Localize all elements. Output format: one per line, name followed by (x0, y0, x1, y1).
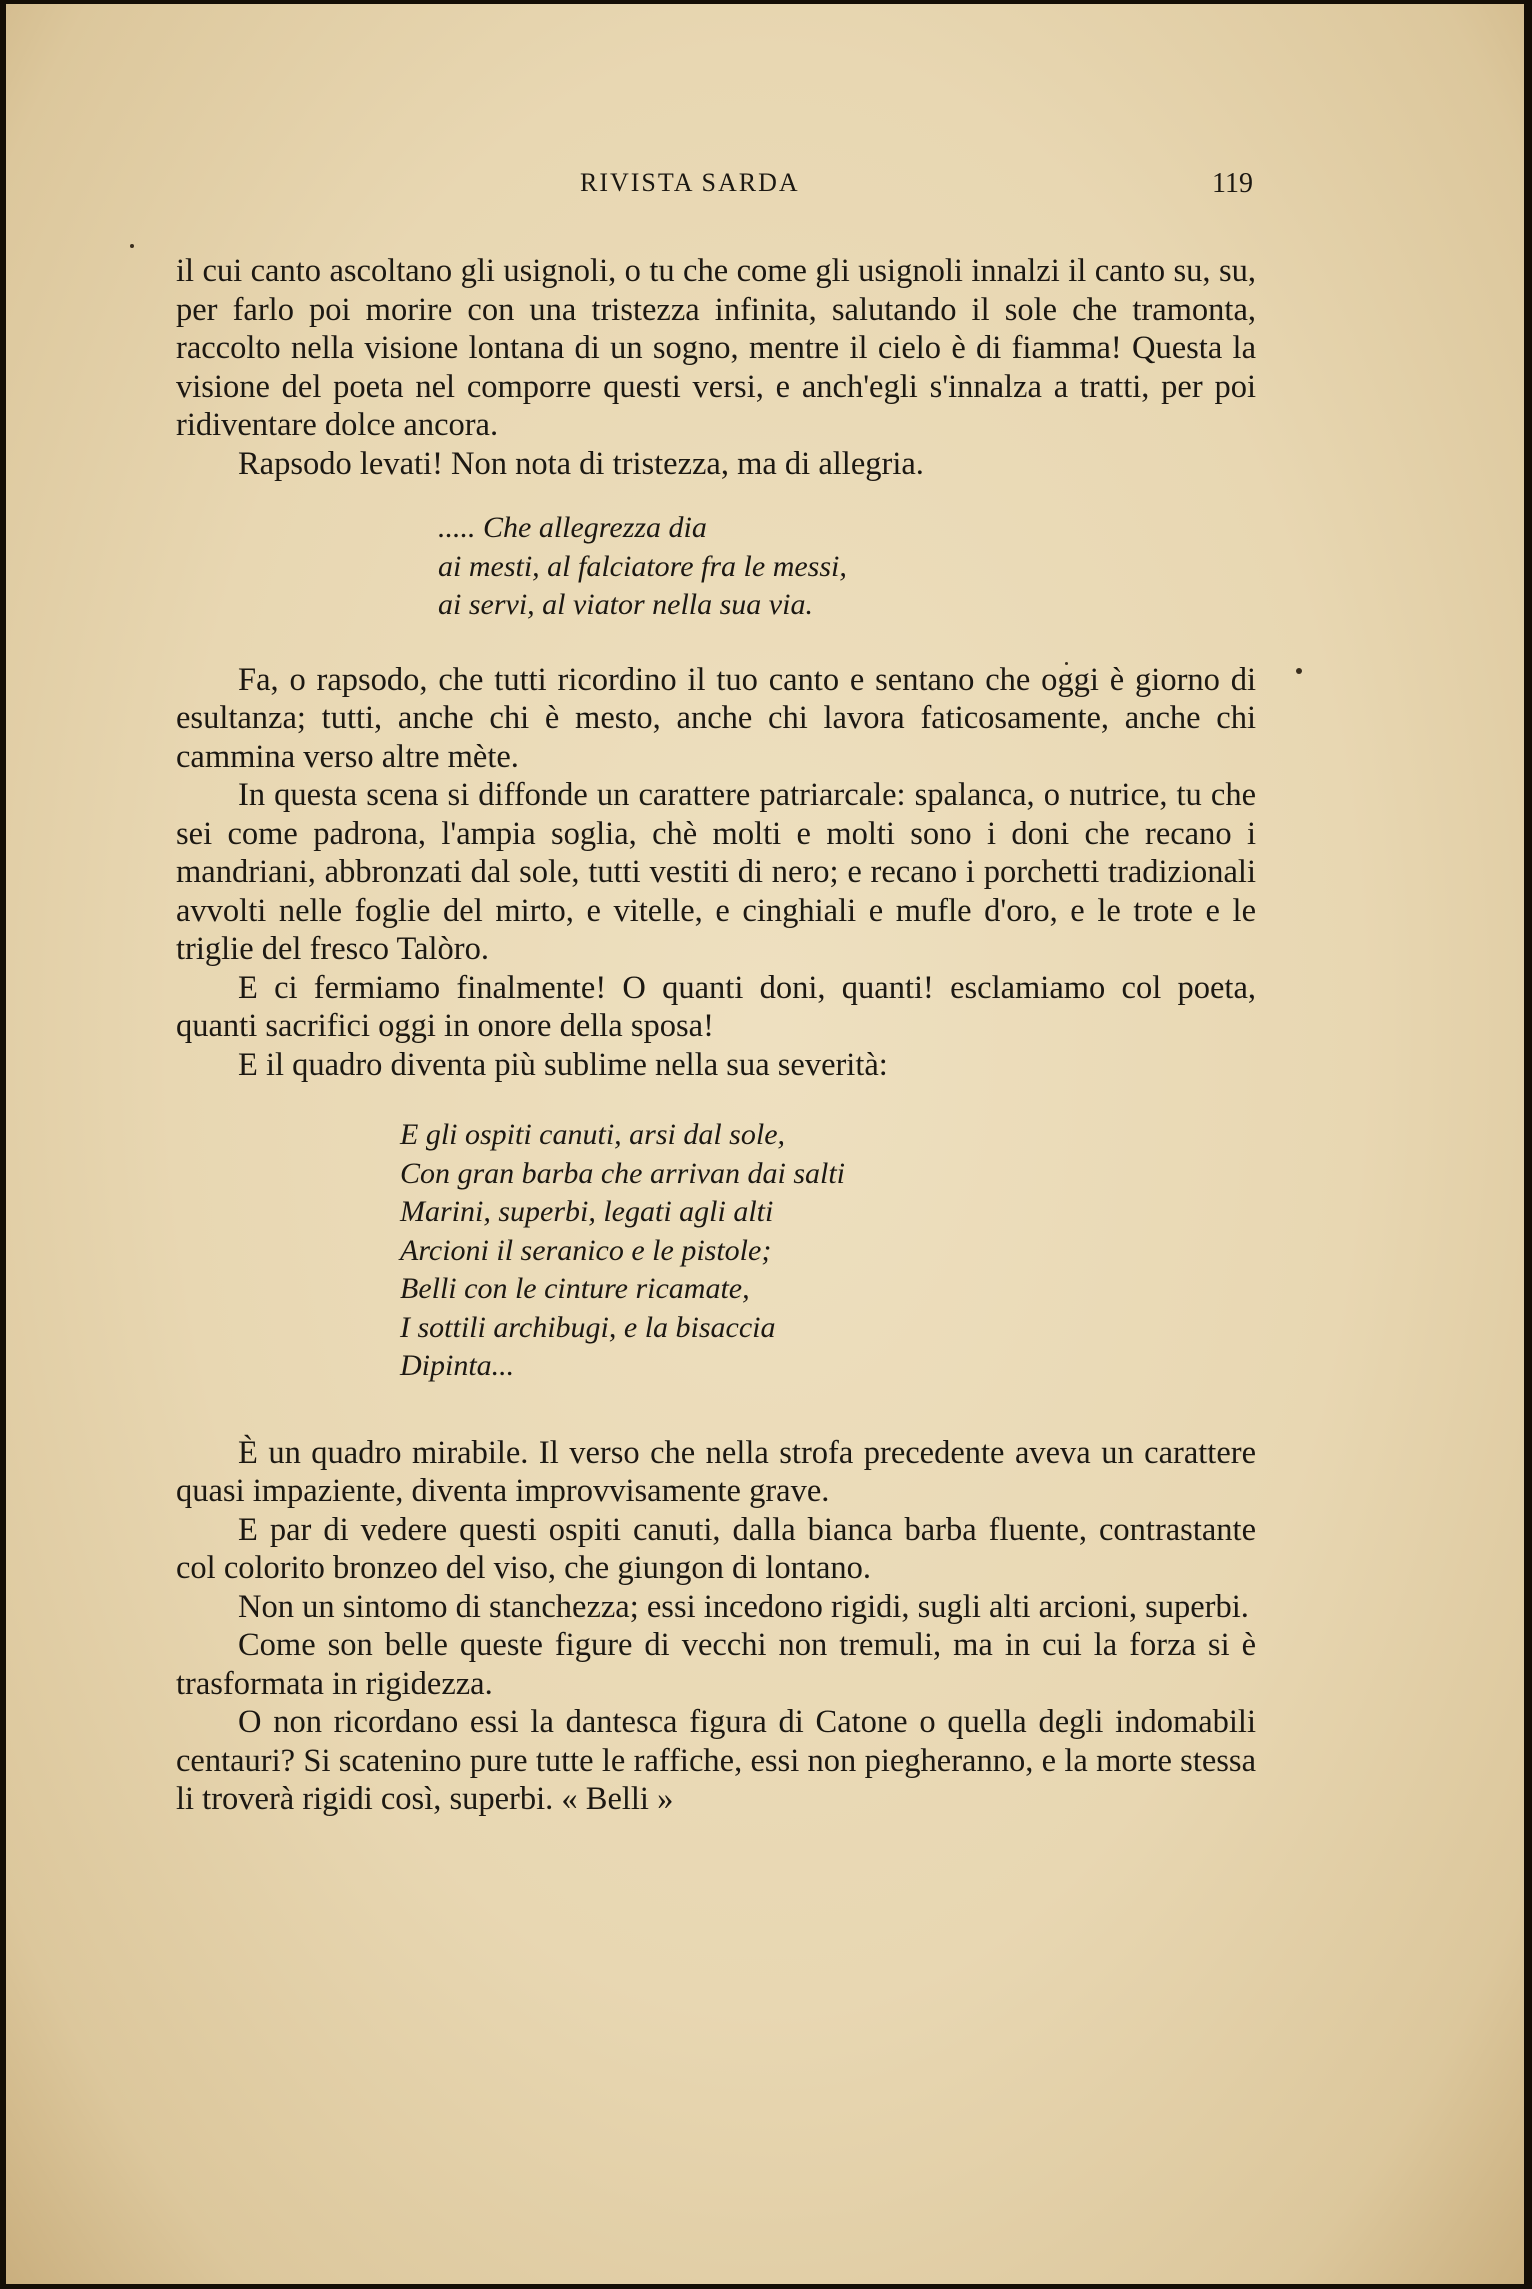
paragraph: Fa, o rapsodo, che tutti ricordino il tuo canto e sentano che oggi è giorno di esultanza; tutti, anche chi è mesto, anche chi lavora faticosamente, anche chi cammina verso altre mète. (176, 661, 1256, 775)
verse-line: Marini, superbi, legati agli alti (400, 1195, 774, 1228)
verse-line: ai mesti, al falciatore fra le messi, (438, 549, 847, 583)
paper-speck (130, 244, 134, 248)
paragraph: O non ricordano essi la dantesca figura di Catone o quella degli indomabili centauri? Si scatenino pure tutte le raffiche, essi non piegheranno, e la morte stessa li troverà rigidi così, superbi. « Belli » (176, 1704, 1256, 1817)
paragraph: Come son belle queste figure di vecchi non tremuli, ma in cui la forza si è trasformata in rigidezza. (176, 1627, 1256, 1702)
journal-title: RIVISTA SARDA (580, 168, 800, 197)
page-number: 119 (1212, 168, 1253, 199)
verse-line: I sottili archibugi, e la bisaccia (400, 1310, 776, 1344)
paragraph: E il quadro diventa più sublime nella sua severità: (238, 1046, 888, 1083)
running-head (0, 168, 1532, 208)
verse-line: ..... Che allegrezza dia (438, 511, 707, 544)
paper-speck (1296, 668, 1302, 674)
verse-line: Arcioni il seranico e le pistole; (400, 1233, 772, 1267)
paragraph: E par di vedere questi ospiti canuti, dalla bianca barba fluente, contrastante col colorito bronzeo del viso, che giungon di lontano. (176, 1511, 1256, 1586)
scan-border-bottom (0, 2284, 1532, 2289)
paragraph: In questa scena si diffonde un carattere patriarcale: spalanca, o nutrice, tu che sei come padrona, l'ampia soglia, chè molti e molti sono i doni che recano i mandriani, abbronzati dal sole, tutti vestiti di nero; e recano i porchetti tradizionali avvolti nelle foglie del mirto, e vitelle, e cinghiali e mufle d'oro, e le trote e le triglie del fresco Talòro. (176, 777, 1256, 967)
scan-border-right (1524, 0, 1532, 2289)
verse-quotation (400, 1116, 1256, 1386)
paragraph: Rapsodo levati! Non nota di tristezza, ma di allegria. (238, 445, 924, 482)
paragraph: il cui canto ascoltano gli usignoli, o tu che come gli usignoli innalzi il canto su, su, per farlo poi morire con una tristezza infinita, salutando il sole che tramonta, raccolto nella visione lontana di un sogno, mentre il cielo è di fiamma! Questa la visione del poeta nel comporre questi versi, e anch'egli s'innalza a tratti, per poi ridiventare dolce ancora. (176, 253, 1256, 443)
scan-border-left (0, 0, 6, 2289)
verse-quotation (438, 509, 1256, 625)
scan-border-top (0, 0, 1532, 4)
verse-line: ai servi, al viator nella sua via. (438, 588, 813, 621)
paragraph: È un quadro mirabile. Il verso che nella strofa precedente aveva un carattere quasi impaziente, diventa improvvisamente grave. (176, 1434, 1256, 1509)
paragraph: Non un sintomo di stanchezza; essi incedono rigidi, sugli alti arcioni, superbi. (238, 1588, 1249, 1625)
article-body (176, 252, 1256, 1819)
verse-line: Dipinta... (400, 1349, 515, 1382)
verse-line: Con gran barba che arrivan dai salti (400, 1156, 846, 1190)
verse-line: E gli ospiti canuti, arsi dal sole, (400, 1118, 786, 1151)
verse-line: Belli con le cinture ricamate, (400, 1272, 750, 1305)
paragraph: E ci fermiamo finalmente! O quanti doni, quanti! esclamiamo col poeta, quanti sacrifici oggi in onore della sposa! (176, 969, 1256, 1044)
